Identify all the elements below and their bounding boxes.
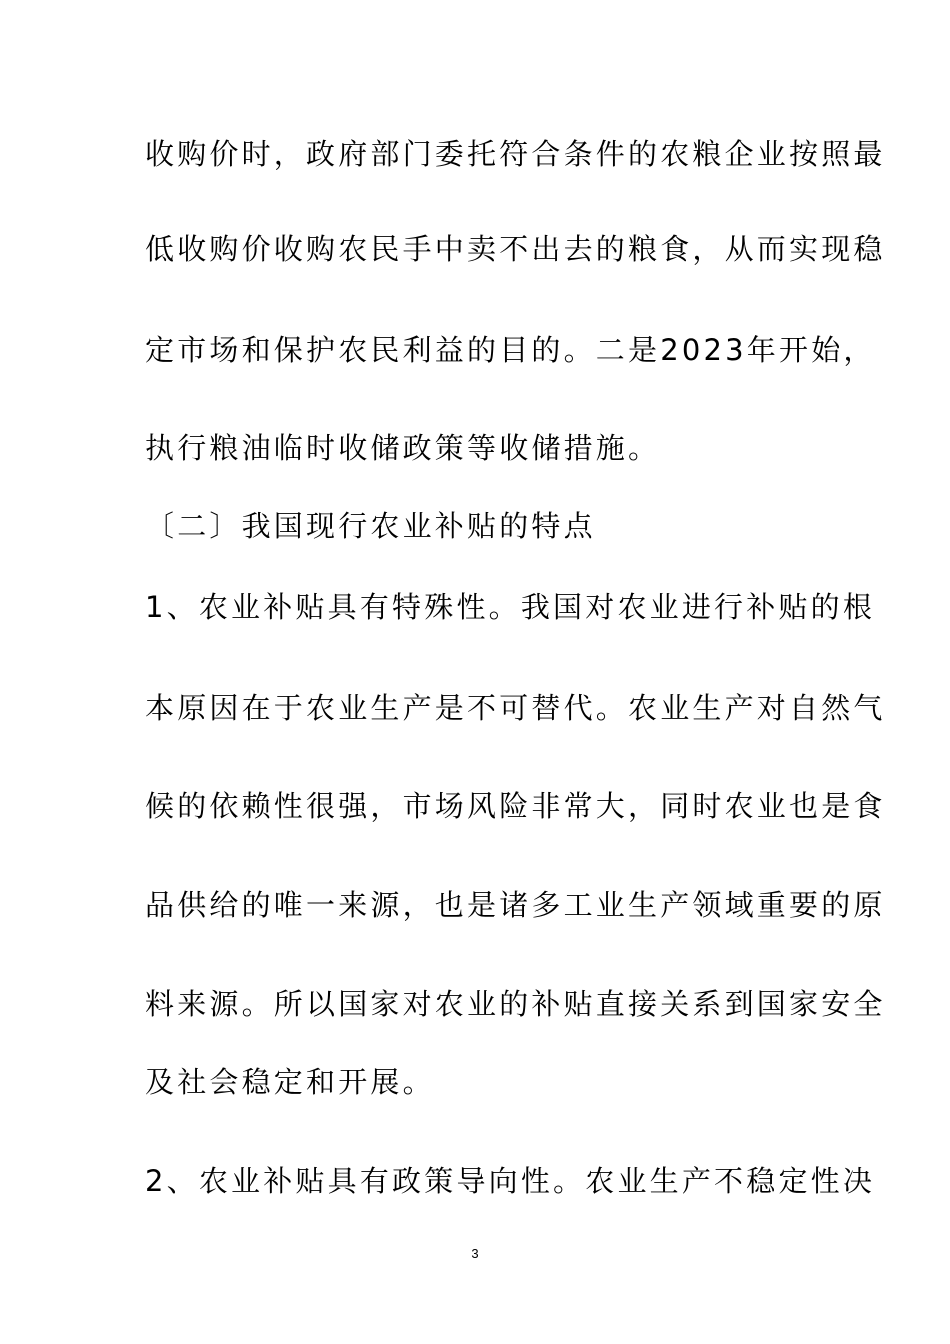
text-line: 本原因在于农业生产是不可替代。农业生产对自然气: [145, 691, 886, 725]
text-line: 料来源。所以国家对农业的补贴直接关系到国家安全: [145, 987, 886, 1021]
text-line: 2、农业补贴具有政策导向性。农业生产不稳定性决: [145, 1164, 876, 1198]
text-line: 及社会稳定和开展。: [145, 1065, 435, 1099]
text-line: 定市场和保护农民利益的目的。二是2023年开始，: [145, 333, 876, 367]
text-line: 品供给的唯一来源，也是诸多工业生产领域重要的原: [145, 888, 886, 922]
page-number: 3: [471, 1246, 479, 1261]
text-line: 低收购价收购农民手中卖不出去的粮食，从而实现稳: [145, 232, 886, 266]
text-line: 候的依赖性很强，市场风险非常大，同时农业也是食: [145, 789, 886, 823]
section-heading: 〔二〕我国现行农业补贴的特点: [145, 509, 596, 543]
text-line: 执行粮油临时收储政策等收储措施。: [145, 431, 661, 465]
text-line: 收购价时，政府部门委托符合条件的农粮企业按照最: [145, 137, 886, 171]
text-line: 1、农业补贴具有特殊性。我国对农业进行补贴的根: [145, 590, 876, 624]
